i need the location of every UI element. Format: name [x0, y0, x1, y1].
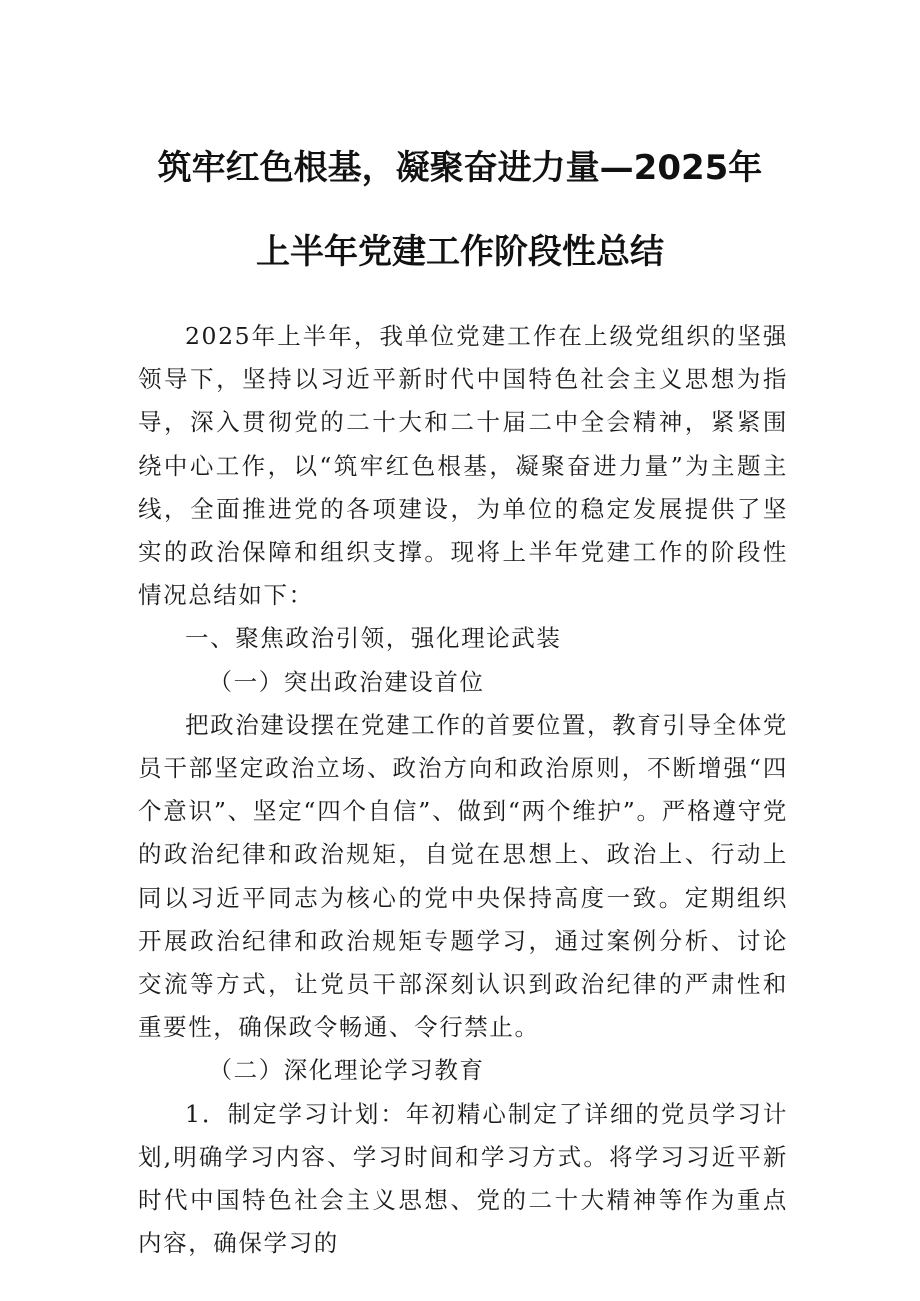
intro-paragraph: 2025年上半年，我单位党建工作在上级党组织的坚强领导下，坚持以习近平新时代中国特色社会主义思想为指导，深入贯彻党的二十大和二十届二中全会精神，紧紧围绕中心工作，以“筑牢红色根基，凝聚奋进力量”为主题主线，全面推进党的各项建设，为单位的稳定发展提供了坚实的政治保障和组织支撑。现将上半年党建工作的阶段性情况总结如下： — [138, 322, 788, 610]
subsection-2-heading: （二）深化理论学习教育 — [208, 1056, 485, 1085]
document-title-line-2: 上半年党建工作阶段性总结 — [256, 232, 664, 272]
subsection-1-heading: （一）突出政治建设首位 — [208, 667, 485, 696]
document-title-line-1: 筑牢红色根基，凝聚奋进力量—2025年 — [157, 148, 763, 188]
item-1-paragraph: 1．制定学习计划：年初精心制定了详细的党员学习计划,明确学习内容、学习时间和学习方式。将学习习近平新时代中国特色社会主义思想、党的二十大精神等作为重点内容，确保学习的 — [138, 1099, 788, 1258]
document-body — [138, 315, 788, 1265]
section-1-heading: 一、聚焦政治引领，强化理论武装 — [185, 624, 562, 653]
subsection-1-paragraph: 把政治建设摆在党建工作的首要位置，教育引导全体党员干部坚定政治立场、政治方向和政治原则，不断增强“四个意识”、坚定“四个自信”、做到“两个维护”。严格遵守党的政治纪律和政治规矩，自觉在思想上、政治上、行动上同以习近平同志为核心的党中央保持高度一致。定期组织开展政治纪律和政治规矩专题学习，通过案例分析、讨论交流等方式，让党员干部深刻认识到政治纪律的严肃性和重要性，确保政令畅通、令行禁止。 — [138, 710, 788, 1042]
